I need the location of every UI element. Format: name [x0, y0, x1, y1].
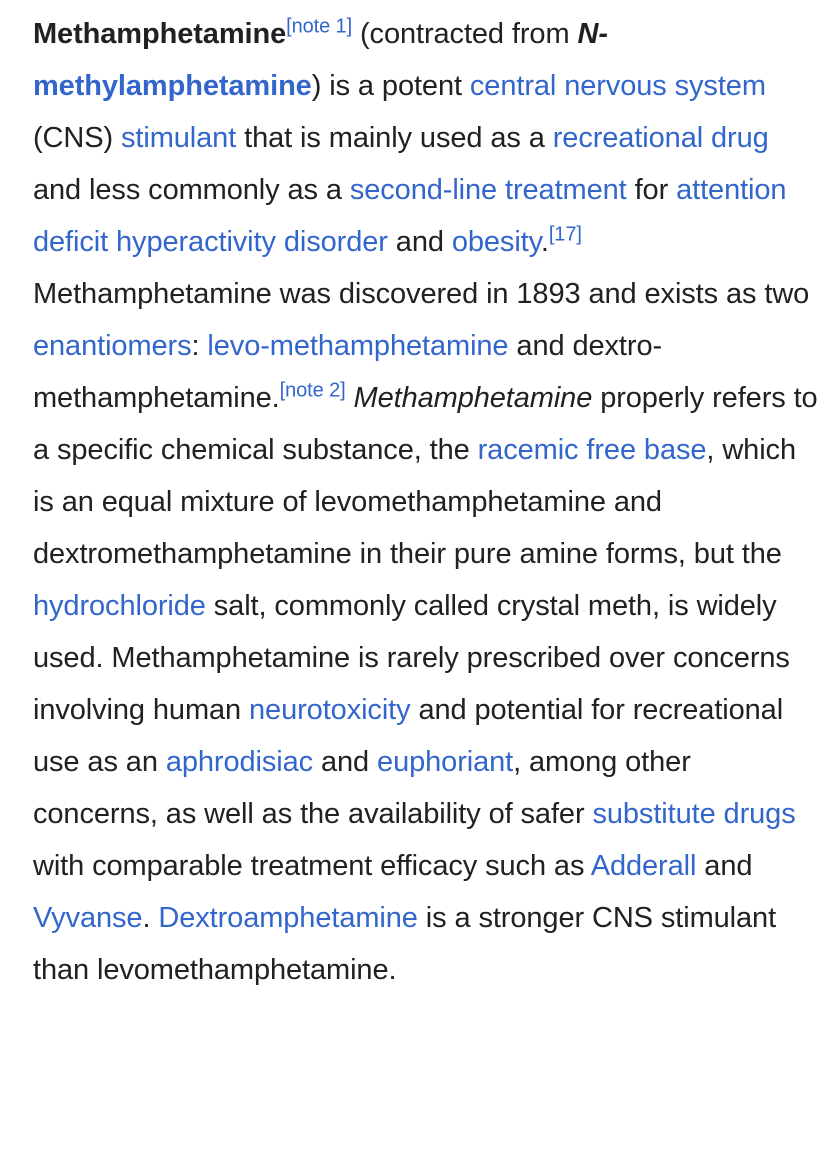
article-body: [33, 8, 818, 996]
text-segment: for: [626, 174, 677, 206]
link-dextroamphetamine[interactable]: Dextroamphetamine: [158, 902, 418, 934]
text-segment: Methamphetamine was discovered in 1893 and exists as two: [33, 278, 810, 310]
text-segment: (contracted from: [352, 18, 578, 50]
text-segment: with comparable treatment efficacy such as: [33, 850, 591, 882]
link-aphrodisiac[interactable]: aphrodisiac: [165, 746, 314, 778]
lead-paragraph: [33, 8, 818, 996]
link-adhd[interactable]: attention deficit hyperactivity disorder: [33, 174, 787, 258]
reference-17[interactable]: [17]: [548, 223, 582, 246]
link-neurotoxicity[interactable]: neurotoxicity: [249, 694, 411, 726]
link-substitute-drugs[interactable]: substitute drugs: [592, 798, 796, 830]
link-obesity[interactable]: obesity: [451, 226, 541, 258]
n-prefix-italic: N-: [577, 18, 608, 50]
text-segment: and: [313, 746, 378, 778]
text-segment: :: [191, 330, 208, 362]
text-segment: salt, commonly called crystal meth, is widely used. Methamphetamine is rarely prescribed over concerns involving human: [33, 590, 790, 726]
text-segment: and: [696, 850, 753, 882]
text-segment: and dextro-methamphetamine.: [33, 330, 663, 414]
text-segment: and potential for recreational use as an: [33, 694, 784, 778]
link-vyvanse[interactable]: Vyvanse: [33, 902, 143, 934]
link-central-nervous-system[interactable]: central nervous system: [469, 70, 766, 102]
link-recreational-drug[interactable]: recreational drug: [552, 122, 769, 154]
link-levo-methamphetamine[interactable]: levo-methamphetamine: [207, 330, 509, 362]
italic-term: Methamphetamine: [353, 382, 593, 414]
text-segment: properly refers to a specific chemical substance, the: [33, 382, 818, 466]
lead-term: Methamphetamine: [33, 18, 287, 50]
text-segment: [346, 382, 354, 414]
link-euphoriant[interactable]: euphoriant: [377, 746, 514, 778]
n-prefix: [577, 18, 607, 50]
text-segment: is a stronger CNS stimulant than levomethamphetamine.: [33, 902, 777, 986]
link-adderall[interactable]: Adderall: [590, 850, 697, 882]
link-enantiomers[interactable]: enantiomers: [33, 330, 192, 362]
link-methylamphetamine[interactable]: methylamphetamine: [33, 70, 312, 102]
reference-note-1[interactable]: [note 1]: [286, 15, 353, 38]
text-segment: .: [540, 226, 549, 258]
text-segment: and less commonly as a: [33, 174, 350, 206]
text-segment: that is mainly used as a: [236, 122, 553, 154]
link-hydrochloride[interactable]: hydrochloride: [33, 590, 206, 622]
text-segment: .: [142, 902, 159, 934]
text-segment: (CNS): [33, 122, 122, 154]
link-stimulant[interactable]: stimulant: [121, 122, 237, 154]
link-second-line-treatment[interactable]: second-line treatment: [349, 174, 627, 206]
text-segment: ) is a potent: [311, 70, 470, 102]
text-segment: , among other concerns, as well as the availability of safer: [33, 746, 691, 830]
reference-note-2[interactable]: [note 2]: [279, 379, 346, 402]
link-racemic-free-base[interactable]: racemic free base: [477, 434, 707, 466]
text-segment: and: [387, 226, 452, 258]
text-segment: , which is an equal mixture of levomethamphetamine and dextromethamphetamine in their pure amine forms, but the: [33, 434, 796, 570]
